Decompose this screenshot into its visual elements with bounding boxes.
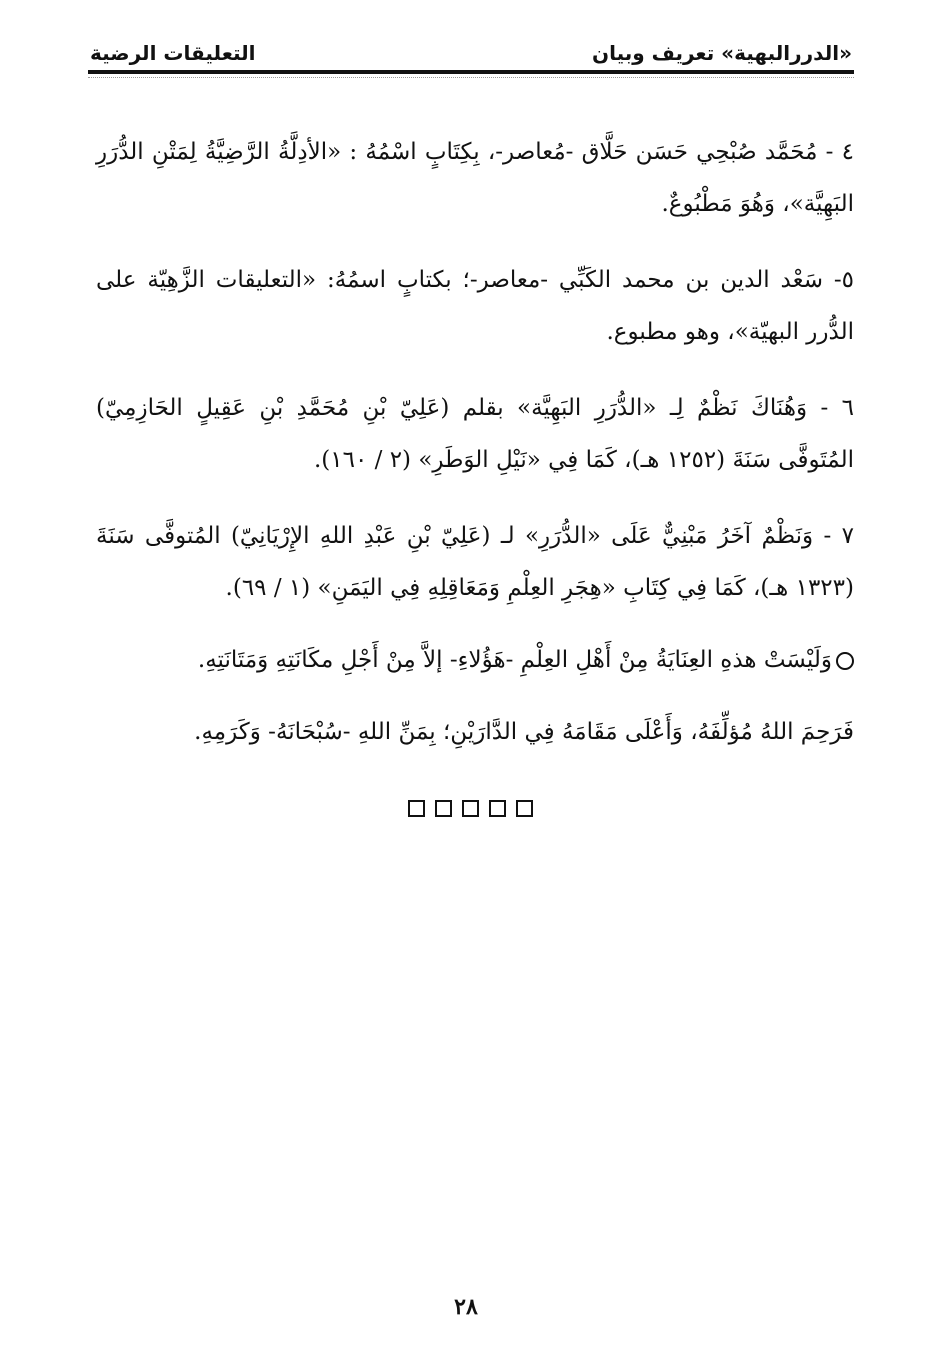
paragraph-item-5: ٥- سَعْد الدين بن محمد الكَبِّي -معاصر-؛ بكتابٍ اسمُهُ: «التعليقات الزَّهِيّة على الدُّرر البهيّة»، وهو مطبوع.	[96, 267, 854, 345]
header-rule	[88, 70, 854, 74]
paragraph-item-6: ٦ - وَهُنَاكَ نَظْمٌ لِـ «الدُّرَرِ البَهِيَّة» بقلم (عَلِيّ بْنِ مُحَمَّدِ بْنِ عَقِيلٍ الحَازِمِيّ) المُتَوفَّى سَنَةَ (١٢٥٢ هـ)، كَمَا فِي «نَيْلِ الوَطَرِ» (٢ / ١٦٠).	[96, 395, 854, 473]
page-header	[90, 38, 852, 74]
circle-icon	[836, 652, 854, 670]
square-icon	[408, 800, 425, 817]
square-icon	[435, 800, 452, 817]
section-divider	[408, 800, 533, 820]
book-title: «الدررالبهية» تعريف وبيان	[592, 41, 852, 65]
header-dotted-rule	[88, 77, 854, 78]
page-body	[96, 126, 854, 758]
square-icon	[462, 800, 479, 817]
closing-note-text: وَلَيْسَتْ هذهِ العِنَايَةُ مِنْ أَهْلِ العِلْمِ -هَؤُلاءِ- إلاَّ مِنْ أَجْلِ مكَانَتِهِ وَمَتَانَتِهِ.	[197, 647, 832, 673]
square-icon	[489, 800, 506, 817]
paragraph-closing-note	[96, 634, 854, 686]
paragraph-item-4: ٤ - مُحَمَّد صُبْحِي حَسَن حَلَّاق -مُعاصر-، بِكِتَابٍ اسْمُهُ : «الأدِلَّةُ الرَّضِيَّةُ لِمَتْنِ الدُّرَرِ البَهِيَّة»، وَهُوَ مَطْبُوعٌ.	[96, 139, 854, 217]
page-number: ٢٨	[454, 1294, 478, 1320]
running-title: التعليقات الرضية	[90, 41, 256, 65]
square-icon	[516, 800, 533, 817]
paragraph-item-7: ٧ - وَنَظْمٌ آخَرُ مَبْنِيٌّ عَلَى «الدُّرَرِ» لـ (عَلِيّ بْنِ عَبْدِ اللهِ الإِرْيَانِيّ) المُتوفَّى سَنَةَ (١٣٢٣ هـ)، كَمَا فِي كِتَابِ «هِجَرِ العِلْمِ وَمَعَاقِلِهِ فِي اليَمَنِ» (١ / ٦٩).	[96, 523, 854, 601]
paragraph-prayer: فَرَحِمَ اللهُ مُؤلِّفَهُ، وَأَعْلَى مَقَامَهُ فِي الدَّارَيْنِ؛ بِمَنِّ اللهِ -سُبْحَانَهُ- وَكَرَمِهِ.	[194, 719, 854, 745]
